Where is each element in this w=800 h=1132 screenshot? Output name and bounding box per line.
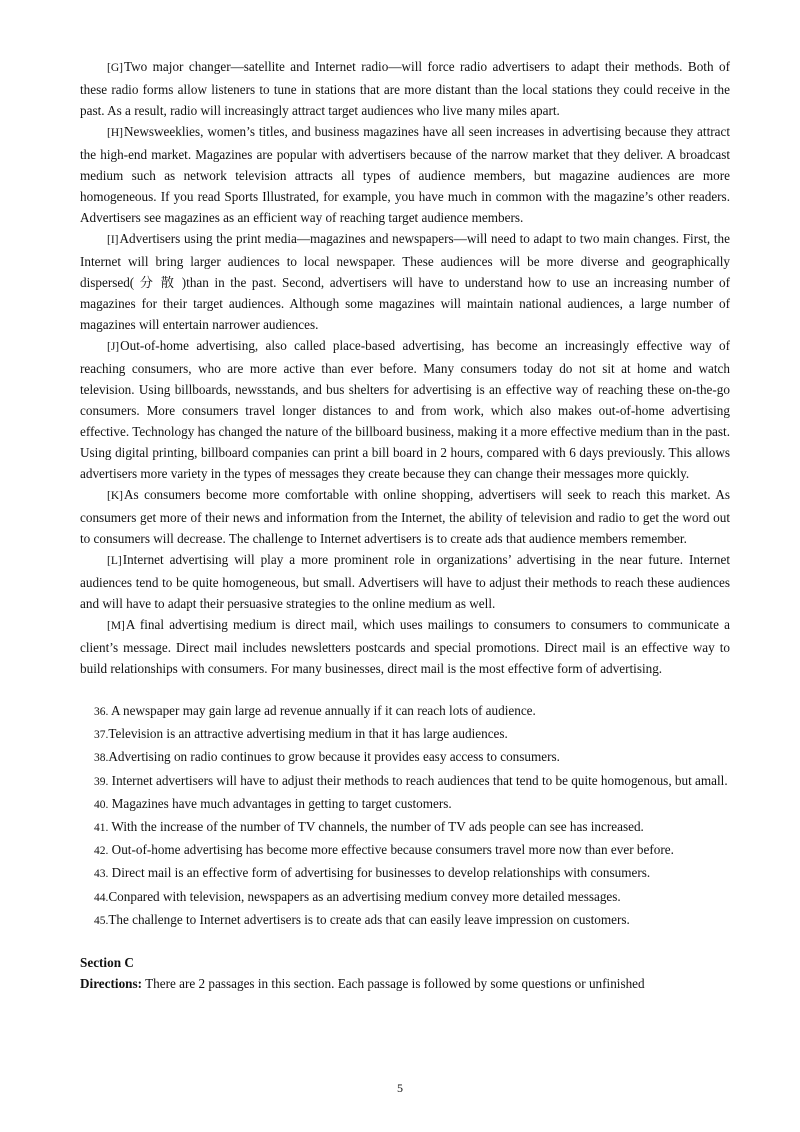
question-text: A newspaper may gain large ad revenue annually if it can reach lots of audience. [108, 703, 536, 718]
question-number: 44. [94, 891, 109, 904]
section-c-title: Section C [80, 955, 134, 971]
question-number: 38. [94, 752, 109, 765]
paragraph-text: Newsweeklies, women’s titles, and business magazines have all seen increases in advertising because they attract the high-end market. Magazines are popular with advertisers because of the narrow market that they deliver. A broadcast medium such as network television attracts all types of audience members, but magazine audiences are more homogeneous. If you read Sports Illustrated, for example, you have much in common with the magazine’s other readers. Advertisers see magazines as an efficient way of reaching target audience members. [80, 124, 730, 225]
paragraph-label: [J] [107, 341, 120, 353]
paragraph-g [80, 56, 730, 121]
paragraph-l [80, 549, 730, 614]
question-text: Out-of-home advertising has become more effective because consumers travel more now than ever before. [108, 842, 674, 858]
question-number: 39. [94, 775, 109, 788]
question-text: Conpared with television, newspapers as an advertising medium convey more detailed messages. [108, 888, 621, 904]
paragraph-i [80, 228, 730, 335]
paragraph-text: Two major changer—satellite and Internet radio—will force radio advertisers to adapt their methods. Both of these radio forms allow listeners to tune in stations that are more distant than the local stations they could receive in the past. As a result, radio will increasingly attract target audiences who live many miles apart. [80, 59, 730, 118]
question-item [80, 770, 730, 793]
document-page [80, 56, 730, 994]
directions-text: There are 2 passages in this section. Each passage is followed by some questions or unfinished [142, 976, 645, 992]
question-item [80, 746, 730, 769]
paragraph-k [80, 484, 730, 549]
question-text: Television is an attractive advertising medium in that it has large audiences. [108, 726, 508, 742]
question-item [80, 816, 730, 839]
question-number: 45. [94, 914, 109, 927]
question-list [80, 700, 730, 932]
paragraph-label: [G] [107, 62, 123, 74]
paragraph-label: [I] [107, 234, 119, 246]
question-item [80, 839, 730, 862]
paragraph-text: Advertisers using the print media—magazines and newspapers—will need to adapt to two main changes. First, the Internet will bring larger audiences to local newspaper. These audiences will be more diverse and geographically dispersed( 分 散 )than in the past. Second, advertisers will have to understand how to use an increasing number of magazines for their target audiences. Although some magazines will maintain national audiences, a large number of magazines will entertain narrower audiences. [80, 231, 730, 332]
question-item [80, 723, 730, 746]
paragraph-m [80, 614, 730, 679]
paragraph-label: [K] [107, 490, 123, 502]
question-item [80, 909, 730, 932]
question-text: The challenge to Internet advertisers is to create ads that can easily leave impression on customers. [108, 911, 630, 927]
paragraph-text: A final advertising medium is direct mail, which uses mailings to consumers to consumers to communicate a client’s message. Direct mail includes newsletters postcards and special promotions. Direct mail is an effective way to build relationships with consumers. For many businesses, direct mail is the most effective form of advertising. [80, 617, 730, 676]
question-number: 40. [94, 798, 109, 811]
paragraph-label: [H] [107, 127, 123, 139]
passage [80, 56, 730, 679]
question-item [80, 700, 730, 723]
question-item [80, 862, 730, 885]
question-number: 41. [94, 822, 109, 835]
paragraph-label: [M] [107, 620, 125, 632]
paragraph-text: Internet advertising will play a more prominent role in organizations’ advertising in the near future. Internet audiences tend to be quite homogeneous, but small. Advertisers will have to adjust their methods to reach these audiences and will have to adapt their persuasive strategies to the online medium as well. [80, 552, 730, 611]
paragraph-label: [L] [107, 555, 122, 567]
question-text: Magazines have much advantages in getting to target customers. [108, 795, 452, 811]
question-text: Advertising on radio continues to grow because it provides easy access to consumers. [108, 749, 560, 765]
paragraph-j [80, 335, 730, 484]
paragraph-text: As consumers become more comfortable with online shopping, advertisers will seek to reach this market. As consumers get more of their news and information from the Internet, the ability of television and radio to get the word out to consumers will decrease. The challenge to Internet advertisers is to create ads that audience members remember. [80, 487, 730, 546]
question-number: 36. [94, 706, 109, 718]
question-item [80, 886, 730, 909]
question-number: 42. [94, 845, 109, 858]
directions-label: Directions: [80, 976, 143, 992]
question-text: Internet advertisers will have to adjust their methods to reach audiences that tend to be quite homogenous, but amall. [108, 772, 728, 788]
page-number: 5 [397, 1081, 403, 1095]
question-number: 43. [94, 868, 109, 881]
question-text: With the increase of the number of TV channels, the number of TV ads people can see has increased. [108, 819, 644, 835]
question-text: Direct mail is an effective form of advertising for businesses to develop relationships with consumers. [108, 865, 651, 881]
paragraph-text: Out-of-home advertising, also called place-based advertising, has become an increasingly effective way of reaching consumers, who are more active than ever before. Many consumers today do not sit at home and watch television. Using billboards, newsstands, and bus shelters for advertising is an effective way of reaching these on-the-go consumers. More consumers travel longer distances to and from work, which also makes out-of-home advertising effective. Technology has changed the nature of the billboard business, making it a more effective medium than in the past. Using digital printing, billboard companies can print a bill board in 2 hours, compared with 6 days previously. This allows advertisers more variety in the types of messages they create because they can change their messages more quickly. [80, 338, 730, 481]
paragraph-h [80, 121, 730, 228]
question-item [80, 793, 730, 816]
section-c-directions [80, 973, 730, 994]
question-number: 37. [94, 729, 109, 742]
